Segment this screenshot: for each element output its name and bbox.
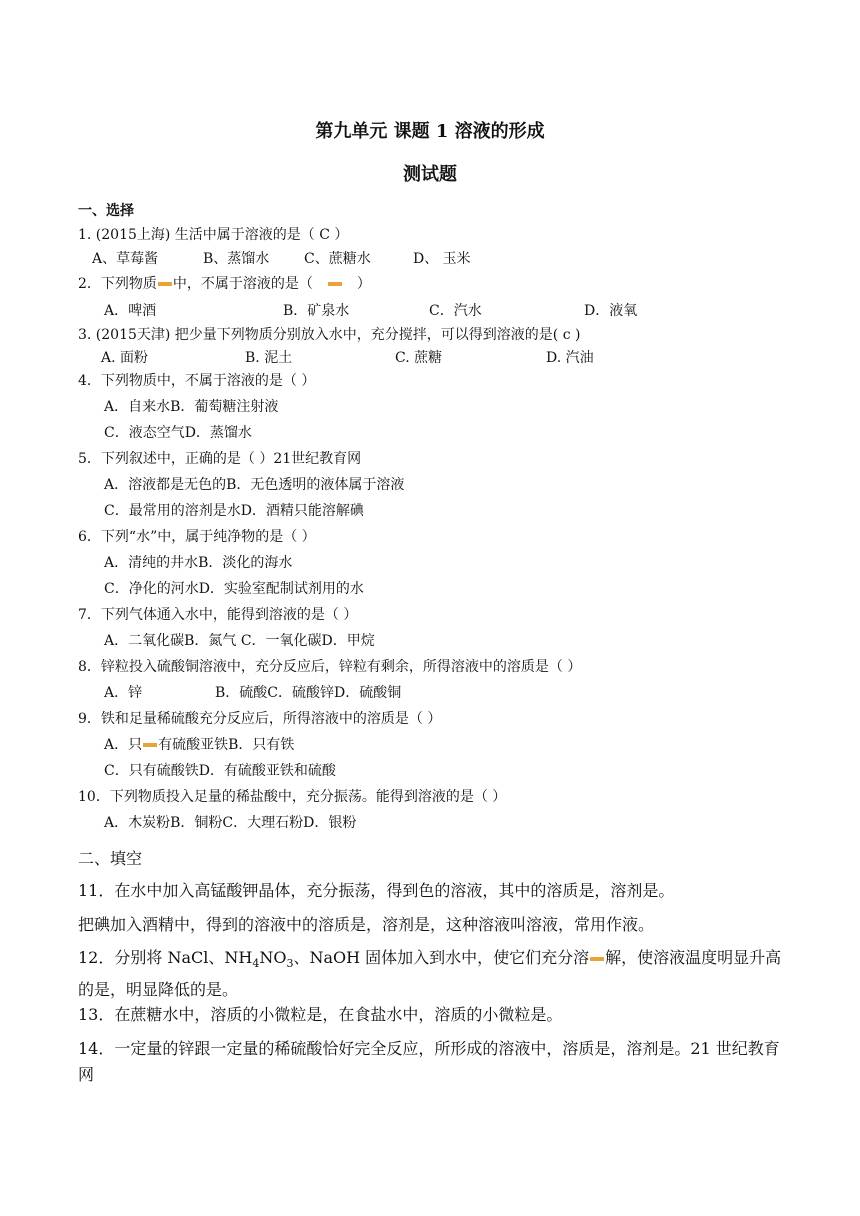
edit-mark [590,957,604,961]
question-2-option-c: C．汽水 [429,303,482,319]
question-1-option-b: B、蒸馏水 [203,251,270,267]
question-2-option-a: A．啤酒 [104,303,157,319]
question-1-option-d: D、 玉米 [413,251,471,267]
question-3-option-c: C. 蔗糖 [395,350,443,366]
question-11-line-1: 11．在水中加入高锰酸钾晶体，充分振荡，得到色的溶液，其中的溶质是，溶剂是。 [78,881,675,900]
question-10-stem: 10．下列物质投入足量的稀盐酸中，充分振荡。能得到溶液的是（ ） [78,789,507,805]
edit-mark [328,282,342,286]
question-9-stem: 9．铁和足量稀硫酸充分反应后，所得溶液中的溶质是（ ） [78,711,442,727]
question-3-option-b: B. 泥土 [245,350,293,366]
question-7-stem: 7．下列气体通入水中，能得到溶液的是（ ） [78,607,358,623]
question-6-options-line-1: A．清纯的井水B．淡化的海水 [104,555,293,571]
question-12-part: 解，使溶液温度明显升高的是，明显降低的是。 [78,948,782,1000]
question-7-options-line-1: A．二氧化碳B．氮气 C．一氧化碳D．甲烷 [104,633,375,649]
question-3-option-a: A. 面粉 [101,350,149,366]
question-14: 14．一定量的锌跟一定量的稀硫酸恰好完全反应，所形成的溶液中，溶质是，溶剂是。21 世纪教育网 [78,1039,780,1084]
question-2-stem-part: 中，不属于溶液的是（ [172,276,313,292]
subscript: 3 [286,957,294,971]
question-4-options-line-2: C．液态空气D．蒸馏水 [104,425,252,441]
question-3-stem: 3. (2015天津) 把少量下列物质分别放入水中，充分搅拌，可以得到溶液的是( c ) [78,327,581,343]
section-heading-choice: 一、选择 [78,203,134,219]
question-12-part: 12．分别将 NaCl、NH [78,948,253,967]
page-title: 第九单元 课题 1 溶液的形成 [315,121,545,142]
question-6-stem: 6．下列“水”中，属于纯净物的是（ ） [78,529,316,545]
question-8-options-rest: B．硫酸C．硫酸锌D．硫酸铜 [215,685,402,701]
question-12 [78,945,784,1003]
question-11-line-2: 把碘加入酒精中，得到的溶液中的溶质是，溶剂是，这种溶液叫溶液，常用作液。 [78,915,655,934]
question-5-options-line-1: A．溶液都是无色的B．无色透明的液体属于溶液 [104,477,405,493]
question-1-stem: 1. (2015上海) 生活中属于溶液的是（ C ） [78,227,349,243]
question-9-options-line-2: C．只有硫酸铁D．有硫酸亚铁和硫酸 [104,763,336,779]
question-13: 13．在蔗糖水中，溶质的小微粒是，在食盐水中，溶质的小微粒是。 [78,1005,563,1024]
question-2-stem [78,273,371,293]
question-4-stem: 4．下列物质中，不属于溶液的是（ ） [78,373,316,389]
question-9-option-part: A．只 [104,737,143,753]
question-5-stem: 5．下列叙述中，正确的是（ ）21世纪教育网 [78,451,362,467]
question-9-option-part: 有硫酸亚铁B．只有铁 [158,737,295,753]
question-2-stem-part: 2．下列物质 [78,276,157,292]
question-9-options-line-1 [104,734,294,754]
subscript: 4 [252,957,260,971]
edit-mark [158,282,172,286]
question-5-options-line-2: C．最常用的溶剂是水D．酒精只能溶解碘 [104,503,364,519]
question-3-option-d: D. 汽油 [546,350,594,366]
question-2-option-b: B．矿泉水 [283,303,350,319]
question-8-stem: 8．锌粒投入硫酸铜溶液中，充分反应后，锌粒有剩余，所得溶液中的溶质是（ ） [78,659,582,675]
question-6-options-line-2: C．净化的河水D．实验室配制试剂用的水 [104,581,364,597]
page-subtitle: 测试题 [403,164,457,185]
question-1-option-c: C、蔗糖水 [304,251,371,267]
question-2-stem-part: ） [356,276,371,292]
edit-mark [143,743,157,747]
question-1-option-a: A、草莓酱 [92,251,159,267]
section-heading-fill: 二、填空 [78,849,143,868]
question-12-part: 、NaOH 固体加入到水中，使它们充分溶 [293,948,590,967]
question-10-options-line-1: A．木炭粉B．铜粉C．大理石粉D．银粉 [104,815,357,831]
question-8-option-a: A．锌 [104,685,143,701]
question-4-options-line-1: A．自来水B．葡萄糖注射液 [104,399,279,415]
question-12-part: NO [259,948,287,967]
question-2-option-d: D．液氧 [584,303,638,319]
